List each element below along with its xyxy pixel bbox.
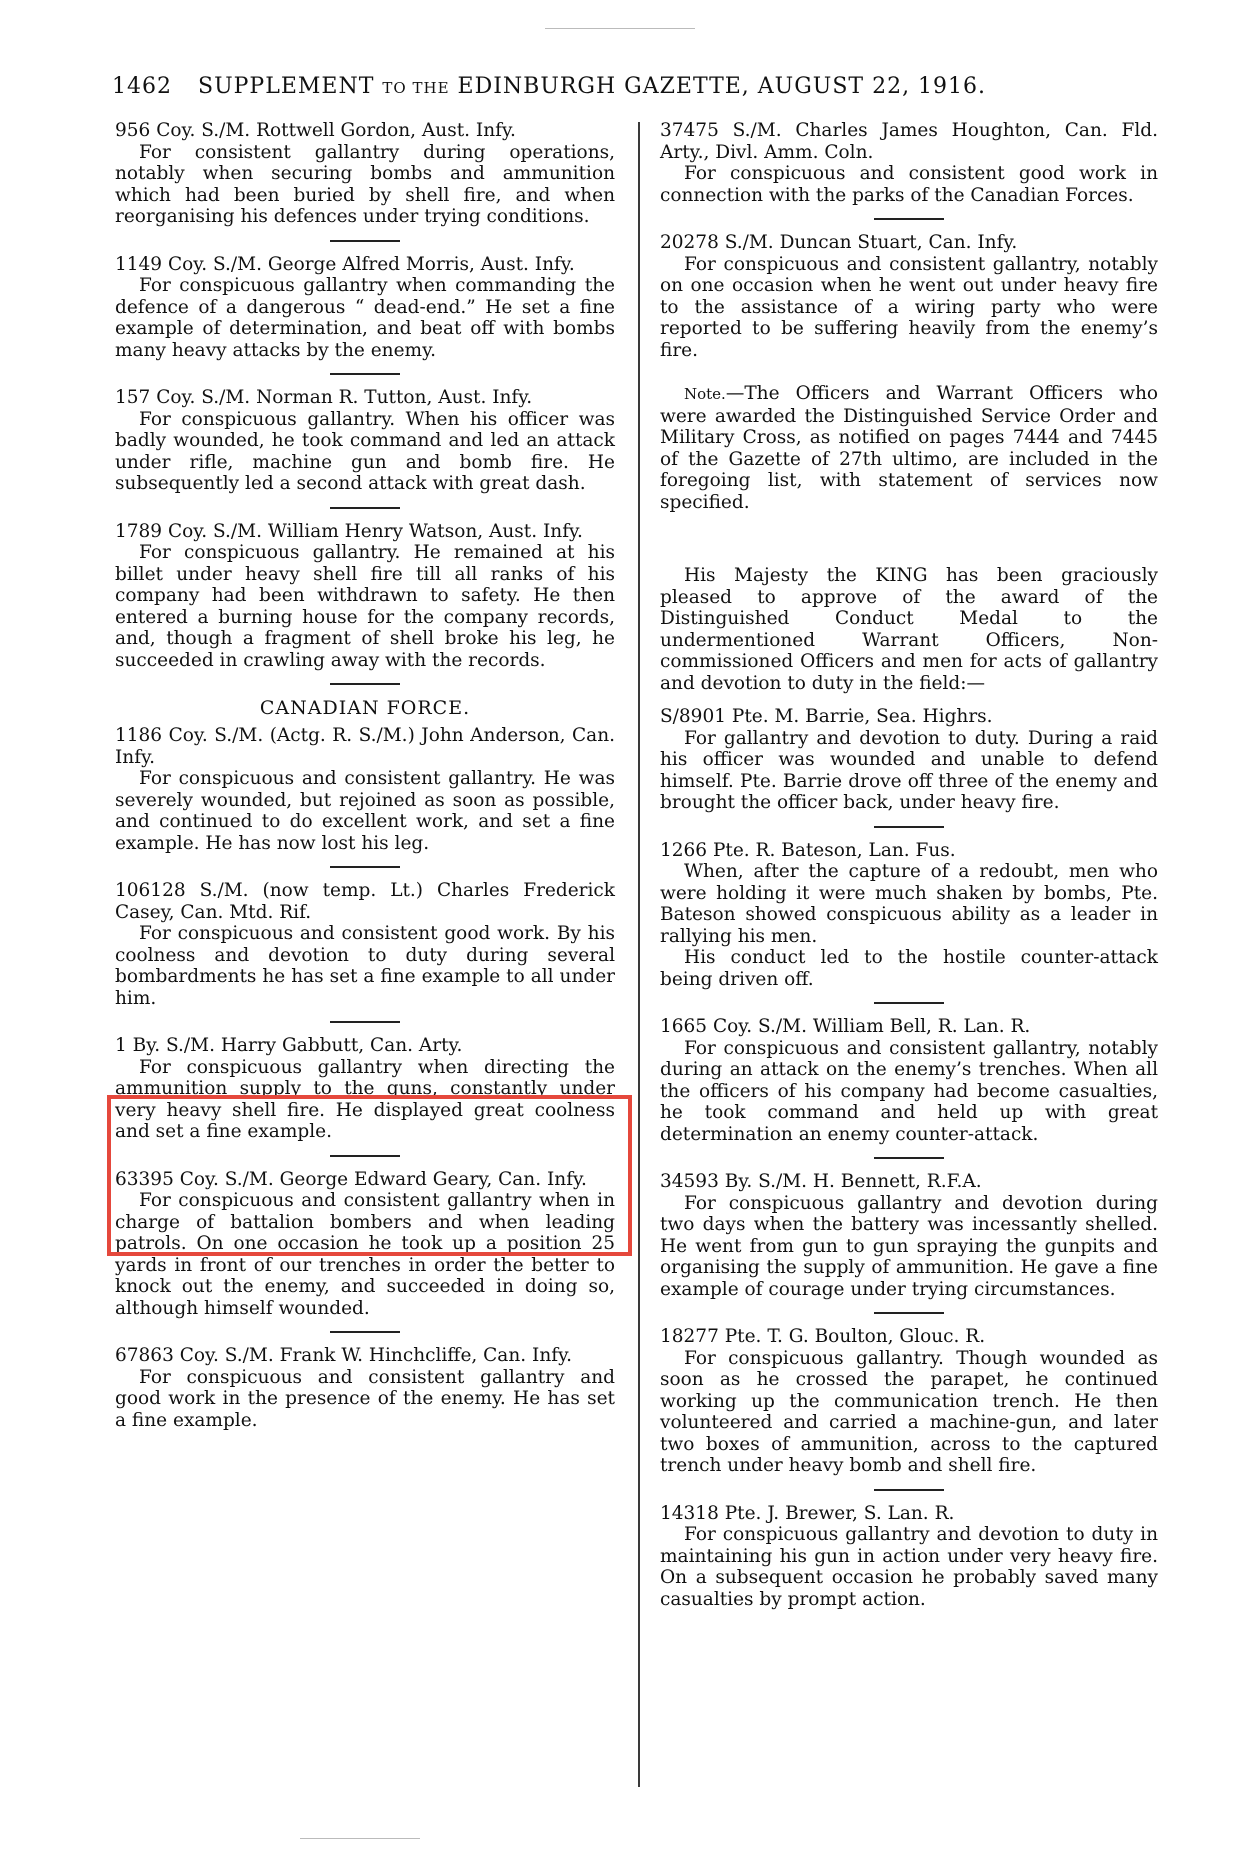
separator-rule xyxy=(330,373,400,375)
right-column xyxy=(660,120,1158,1622)
intro-text: His Majesty the KING has been graciously pleased to approve of the award of the Distinguished Conduct Medal to the undermentioned Warrant Officers, Non-commissioned Officers and men for acts of gallantry and devotion to duty in the field:— xyxy=(660,565,1158,694)
award-entry xyxy=(115,120,615,228)
award-entry xyxy=(115,1345,615,1431)
entry-citation: For conspicuous gallantry and devotion during two days when the battery was incessantly shelled. He went from gun to gun spraying the gunpits and organising the supply of ammunition. He gave a fine example of courage under trying circumstances. xyxy=(660,1192,1158,1300)
separator-rule xyxy=(874,218,944,220)
entry-citation: For conspicuous and consistent gallantry when in charge of battalion bombers and when leading patrols. On one occasion he took up a position 25 yards in front of our trenches in order the better to knock out the enemy, and succeeded in doing so, although himself wounded. xyxy=(115,1190,615,1319)
entry-citation: For conspicuous and consistent gallantry, notably during an attack on the enemy’s trenches. When all the officers of his company had become casualties, he took command and held up with great determination an enemy counter-attack. xyxy=(660,1037,1158,1145)
highlighted-award-entry xyxy=(115,880,615,1009)
entry-citation: For conspicuous and consistent good work. By his coolness and devotion to duty during several bombardments he has set a fine example to all under him. xyxy=(115,923,615,1009)
separator-rule xyxy=(874,1157,944,1159)
entry-citation: For consistent gallantry during operations, notably when securing bombs and ammunition which had been buried by shell fire, and when reorganising his defences under trying conditions. xyxy=(115,141,615,227)
entry-citation: For conspicuous gallantry. He remained at his billet under heavy shell fire till all ranks of his company had been withdrawn to safety. He then entered a burning house for the company records, and, though a fragment of shell broke his leg, he succeeded in crawling away with the records. xyxy=(115,542,615,671)
entry-heading: 1789 Coy. S./M. William Henry Watson, Aust. Infy. xyxy=(115,520,583,542)
award-entry xyxy=(660,1016,1158,1145)
entry-heading: 1266 Pte. R. Bateson, Lan. Fus. xyxy=(660,839,956,861)
entry-heading: 157 Coy. S./M. Norman R. Tutton, Aust. Infy. xyxy=(115,387,533,408)
award-entry xyxy=(660,232,1158,361)
section-title: CANADIAN FORCE. xyxy=(259,697,471,719)
entry-heading: 1186 Coy. S./M. (Actg. R. S./M.) John Anderson, Can. Infy. xyxy=(115,725,615,768)
separator-rule xyxy=(874,1489,944,1491)
entry-citation: For conspicuous and consistent gallantry and good work in the presence of the enemy. He has set a fine example. xyxy=(115,1366,615,1431)
entry-citation-continued: His conduct led to the hostile counter-attack being driven off. xyxy=(660,947,1158,990)
entry-citation: For conspicuous gallantry. When his officer was badly wounded, he took command and led an attack under rifle, machine gun and bomb fire. He subsequently led a second attack with great dash. xyxy=(115,408,615,494)
separator-rule xyxy=(874,1312,944,1314)
award-entry xyxy=(115,521,615,672)
entry-heading: 106128 S./M. (now temp. Lt.) Charles Frederick Casey, Can. Mtd. Rif. xyxy=(115,880,615,923)
award-entry xyxy=(660,840,1158,991)
entry-citation: When, after the capture of a redoubt, men who were holding it were much shaken by bombs, Pte. Bateson showed conspicuous ability as a leader in rallying his men. xyxy=(660,861,1158,947)
page-number: 1462 xyxy=(112,74,172,99)
entry-citation: For conspicuous gallantry when directing the ammunition supply to the guns, constantly under very heavy shell fire. He displayed great coolness and set a fine example. xyxy=(115,1056,615,1142)
entry-heading: 63395 Coy. S./M. George Edward Geary, Can. Infy. xyxy=(115,1168,587,1190)
header-title-part1: SUPPLEMENT xyxy=(198,74,375,99)
entry-heading: 956 Coy. S./M. Rottwell Gordon, Aust. Infy. xyxy=(115,120,516,141)
page-header xyxy=(112,74,1132,99)
entry-citation: For conspicuous gallantry. Though wounded as soon as he crossed the parapet, he continued working up the communication trench. He then volunteered and carried a machine-gun, and later two boxes of ammunition, across to the captured trench under heavy bomb and shell fire. xyxy=(660,1347,1158,1476)
separator-rule xyxy=(874,1002,944,1004)
award-entry xyxy=(660,120,1158,206)
entry-citation: For conspicuous and consistent gallantry. He was severely wounded, but rejoined as soon as possible, and continued to do excellent work, and set a fine example. He has now lost his leg. xyxy=(115,768,615,854)
entry-heading: 34593 By. S./M. H. Bennett, R.F.A. xyxy=(660,1171,982,1192)
separator-rule xyxy=(874,826,944,828)
entry-citation: For conspicuous gallantry when commanding the defence of a dangerous “ dead-end.” He set a fine example of determination, and beat off with bombs many heavy attacks by the enemy. xyxy=(115,275,615,361)
award-intro xyxy=(660,565,1158,694)
separator-rule xyxy=(330,866,400,868)
column-divider xyxy=(638,122,640,1787)
entry-heading: 1 By. S./M. Harry Gabbutt, Can. Arty. xyxy=(115,1035,463,1056)
entry-heading: 1665 Coy. S./M. William Bell, R. Lan. R. xyxy=(660,1016,1031,1037)
entry-heading: 14318 Pte. J. Brewer, S. Lan. R. xyxy=(660,1502,955,1524)
award-entry xyxy=(115,387,615,495)
scan-artifact-bottom xyxy=(300,1838,420,1839)
award-entry xyxy=(660,1171,1158,1300)
header-title-to-the: TO THE xyxy=(382,79,450,97)
entry-heading: 67863 Coy. S./M. Frank W. Hinchcliffe, Can. Infy. xyxy=(115,1345,572,1366)
award-entry xyxy=(660,706,1158,814)
entry-citation: For gallantry and devotion to duty. During a raid his officer was wounded and unable to defend himself. Pte. Barrie drove off three of the enemy and brought the officer back, under heavy fire. xyxy=(660,727,1158,813)
entry-heading: S/8901 Pte. M. Barrie, Sea. Highrs. xyxy=(660,706,993,727)
entry-heading: 18277 Pte. T. G. Boulton, Glouc. R. xyxy=(660,1326,986,1347)
award-entry xyxy=(115,254,615,362)
award-entry xyxy=(115,725,615,854)
note-paragraph xyxy=(660,383,1158,513)
entry-citation: For conspicuous gallantry and devotion to duty in maintaining his gun in action under very heavy fire. On a subsequent occasion he probably saved many casualties by prompt action. xyxy=(660,1524,1158,1610)
separator-rule xyxy=(330,240,400,242)
highlight-box xyxy=(107,1095,632,1256)
award-entry xyxy=(660,1503,1158,1611)
header-title-part2: EDINBURGH GAZETTE, AUGUST 22, 1916. xyxy=(457,74,987,99)
entry-citation: For conspicuous and consistent gallantry, notably on one occasion when he went out under heavy fire to the assistance of a wiring party who were reported to be suffering heavily from the enemy’s fire. xyxy=(660,253,1158,361)
entry-heading: 20278 S./M. Duncan Stuart, Can. Infy. xyxy=(660,232,1018,253)
note-text: —The Officers and Warrant Officers who were awarded the Distinguished Service Order and Military Cross, as notified on pages 7444 and 7445 of the Gazette of 27th ultimo, are included in the foregoing list, with statement of services now specified. xyxy=(660,383,1158,513)
entry-citation: For conspicuous and consistent good work in connection with the parks of the Canadian Forces. xyxy=(660,163,1158,206)
scan-artifact-top xyxy=(545,28,695,29)
separator-rule xyxy=(330,1331,400,1333)
separator-rule xyxy=(330,683,400,685)
note-label: Note. xyxy=(684,385,726,403)
award-entry xyxy=(660,1326,1158,1477)
entry-heading: 37475 S./M. Charles James Houghton, Can. Fld. Arty., Divl. Amm. Coln. xyxy=(660,120,1158,163)
separator-rule xyxy=(330,1021,400,1023)
entry-heading: 1149 Coy. S./M. George Alfred Morris, Aust. Infy. xyxy=(115,253,575,275)
separator-rule xyxy=(330,507,400,509)
